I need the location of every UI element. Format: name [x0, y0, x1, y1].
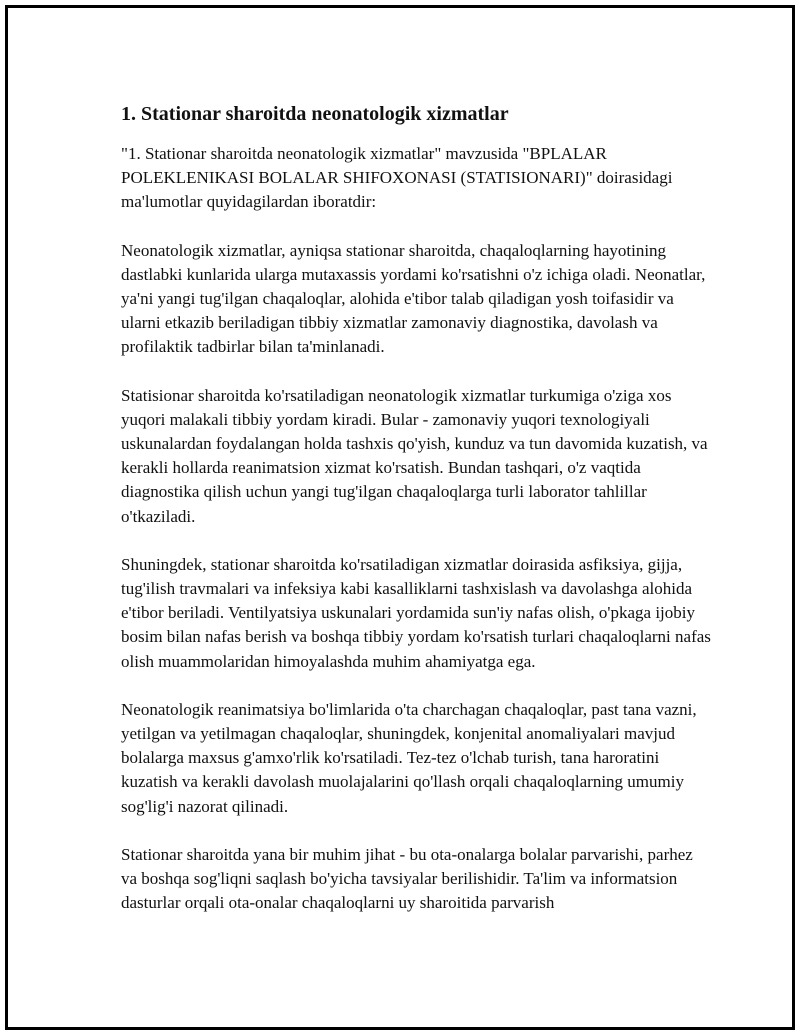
page-title: 1. Stationar sharoitda neonatologik xizmatlar — [121, 103, 509, 125]
page-frame — [5, 5, 795, 1030]
paragraph-intro: "1. Stationar sharoitda neonatologik xizmatlar" mavzusida "BPLALAR POLEKLENIKASI BOLALAR SHIFOXONASI (STATISIONARI)" doirasidagi ma'lumotlar quyidagilardan iboratdir: — [121, 144, 673, 212]
paragraph-inpatient-care: Statisionar sharoitda ko'rsatiladigan neonatologik xizmatlar turkumiga o'ziga xos yuqori malakali tibbiy yordam kiradi. Bular - zamonaviy yuqori texnologiyali uskunalardan foydalangan holda tashxis qo'yish, kunduz va tun davomida kuzatish, va kerakli hollarda reanimatsion xizmat ko'rsatish. Bundan tashqari, o'z vaqtida diagnostika qilish uchun yangi tug'ilgan chaqaloqlarga turli laborator tahlillar o'tkaziladi. — [121, 385, 708, 526]
document-body — [121, 100, 711, 939]
paragraph-neonatal-services: Neonatologik xizmatlar, ayniqsa stationar sharoitda, chaqaloqlarning hayotining dastlabki kunlarida ularga mutaxassis yordami ko'rsatishni o'z ichiga oladi. Neonatlar, ya'ni yangi tug'ilgan chaqaloqlar, alohida e'tibor talab qiladigan yosh toifasidir va ularni etkazib beriladigan tibbiy xizmatlar zamonaviy diagnostika, davolash va profilaktik tadbirlar bilan ta'minlanadi. — [121, 240, 706, 357]
paragraph-reanimation: Neonatologik reanimatsiya bo'limlarida o'ta charchagan chaqaloqlar, past tana vazni, yetilgan va yetilmagan chaqaloqlar, shuningdek, konjenital anomaliyalari mavjud bolalarga maxsus g'amxo'rlik ko'rsatiladi. Tez-tez o'lchab turish, tana haroratini kuzatish va kerakli davolash muolajalarini qo'llash orqali chaqaloqlarning umumiy sog'lig'i nazorat qilinadi. — [121, 699, 697, 816]
paragraph-parent-guidance: Stationar sharoitda yana bir muhim jihat - bu ota-onalarga bolalar parvarishi, parhez va boshqa sog'liqni saqlash bo'yicha tavsiyalar berilishidir. Ta'lim va informatsion dasturlar orqali ota-onalar chaqaloqlarni uy sharoitida parvarish — [121, 844, 693, 913]
paragraph-diseases-treatment: Shuningdek, stationar sharoitda ko'rsatiladigan xizmatlar doirasida asfiksiya, gijja, tug'ilish travmalari va infeksiya kabi kasalliklarni tashxislash va davolashga alohida e'tibor beriladi. Ventilyatsiya uskunalari yordamida sun'iy nafas olish, o'pkaga ijobiy bosim bilan nafas berish va boshqa tibbiy yordam ko'rsatish turlari chaqaloqlarni nafas olish muammolaridan himoyalashda muhim ahamiyatga ega. — [121, 554, 711, 671]
